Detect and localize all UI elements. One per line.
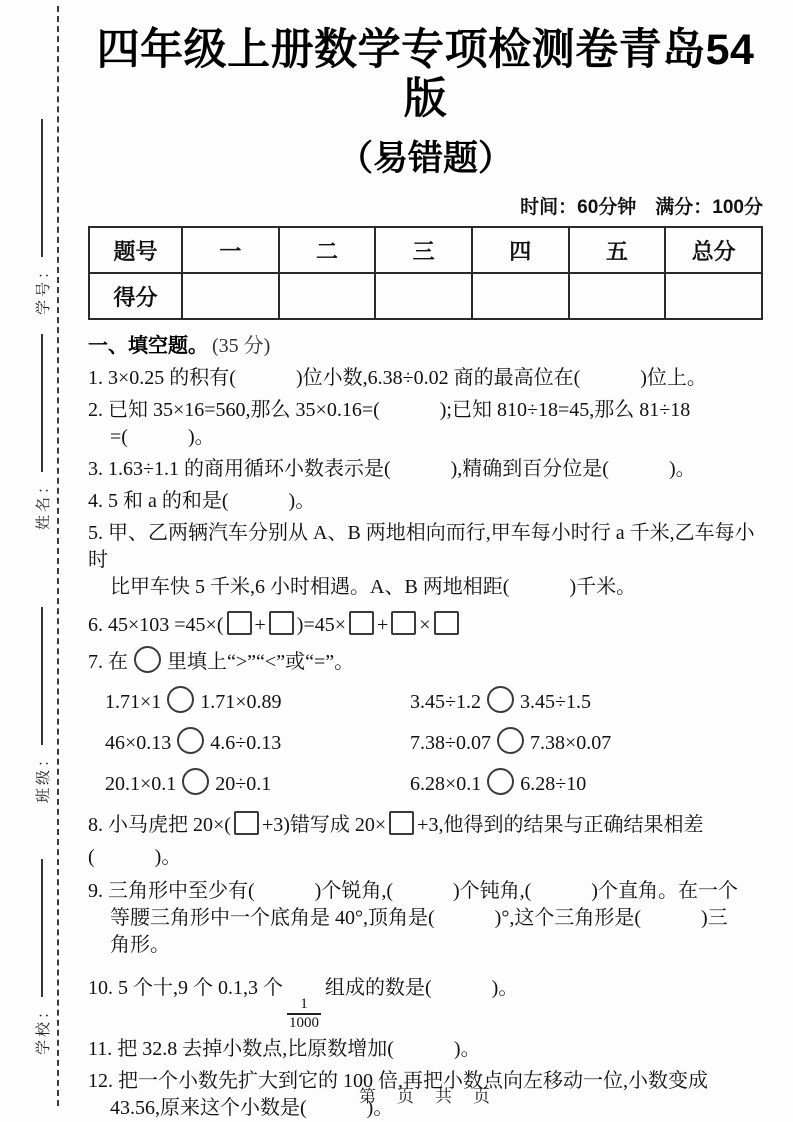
score-cell (472, 273, 569, 319)
question-line: 比甲车快 5 千米,6 小时相遇。A、B 两地相距( )千米。 (110, 576, 637, 599)
question-text: +3,他得到的结果与正确结果相差( )。 (88, 814, 704, 869)
comparison-right: 6.28÷10 (520, 773, 587, 796)
student-id-label: 学号： (34, 260, 52, 315)
comparison-item (105, 685, 410, 719)
answer-box (234, 811, 259, 835)
question-line: =( )。 (110, 426, 215, 449)
question-text: × (419, 614, 431, 637)
question-line: 12. 把一个小数先扩大到它的 100 倍,再把小数点向左移动一位,小数变成 (88, 1070, 708, 1093)
question-1 (88, 365, 763, 392)
page-subtitle: （易错题） (337, 138, 513, 178)
page-footer: 第 页 共 页 (359, 1087, 492, 1106)
comparison-item (410, 767, 763, 801)
comparison-left: 3.45÷1.2 (410, 691, 481, 714)
question-text: 组成的数是( )。 (325, 977, 519, 1000)
student-name-label: 姓名： (34, 475, 52, 530)
comparison-left: 6.28×0.1 (410, 773, 482, 796)
question-text: 8. 小马虎把 20×( (88, 814, 231, 837)
class-label: 班级： (34, 748, 52, 803)
school-label: 学校： (34, 1000, 52, 1055)
comparison-left: 7.38÷0.07 (410, 732, 491, 755)
comparison-grid (88, 685, 763, 801)
score-cell (665, 273, 762, 319)
score-table-col-1: 一 (182, 227, 279, 273)
section-1-points: (35 分) (212, 335, 271, 358)
class-field (27, 573, 57, 803)
comparison-right: 4.6÷0.13 (210, 732, 282, 755)
score-table-col-4: 四 (472, 227, 569, 273)
question-text: )=45× (296, 614, 346, 637)
question-line: 43.56,原来这个小数是( )。 (110, 1097, 394, 1120)
comparison-circle (167, 686, 194, 713)
question-7 (88, 646, 763, 676)
score-table-corner: 题号 (89, 227, 182, 273)
score-table-score-row (89, 273, 762, 319)
answer-box (349, 611, 374, 635)
question-9 (88, 878, 763, 959)
question-line: 4. 5 和 a 的和是( )。 (88, 490, 316, 513)
comparison-right: 7.38×0.07 (529, 732, 612, 755)
question-line: 9. 三角形中至少有( )个锐角,( )个钝角,( )个直角。在一个 (88, 880, 738, 903)
student-name-field (27, 300, 57, 530)
comparison-left: 46×0.13 (105, 732, 172, 755)
question-text: + (377, 614, 389, 637)
question-4 (88, 488, 763, 515)
exam-content (88, 26, 763, 1122)
comparison-item (410, 726, 763, 760)
score-cell (182, 273, 279, 319)
question-text: 7. 在 (88, 651, 128, 674)
score-table (88, 226, 763, 320)
comparison-right: 3.45÷1.5 (519, 691, 591, 714)
question-line: 2. 已知 35×16=560,那么 35×0.16=( );已知 810÷18=45,那么 81÷18 (88, 399, 691, 422)
question-3 (88, 456, 763, 483)
score-cell (279, 273, 376, 319)
class-blank-line (41, 607, 43, 745)
question-text: 10. 5 个十,9 个 0.1,3 个 (88, 977, 283, 1000)
score-table-header-row (89, 227, 762, 273)
score-table-col-5: 五 (569, 227, 666, 273)
comparison-item (105, 767, 410, 801)
student-name-blank-line (41, 334, 43, 472)
score-row-label: 得分 (89, 273, 182, 319)
question-text: + (254, 614, 266, 637)
question-line: 角形。 (110, 934, 170, 957)
comparison-circle (497, 727, 524, 754)
score-table-col-2: 二 (279, 227, 376, 273)
answer-box (434, 611, 459, 635)
comparison-left: 20.1×0.1 (105, 773, 177, 796)
comparison-left: 1.71×1 (105, 691, 162, 714)
score-cell (375, 273, 472, 319)
comparison-circle (487, 768, 514, 795)
fraction (287, 996, 321, 1031)
seal-dashed-line (57, 6, 59, 1106)
student-id-field (27, 85, 57, 315)
answer-box (391, 611, 416, 635)
comparison-circle (182, 768, 209, 795)
exam-time-score-meta: 时间：60分钟 满分：100分 (520, 197, 763, 219)
question-line: 3. 1.63÷1.1 的商用循环小数表示是( ),精确到百分位是( )。 (88, 458, 696, 481)
score-table-col-3: 三 (375, 227, 472, 273)
comparison-item (105, 726, 410, 760)
score-cell (569, 273, 666, 319)
question-line: 1. 3×0.25 的积有( )位小数,6.38÷0.02 商的最高位在( )位上。 (88, 367, 707, 390)
comparison-right: 1.71×0.89 (200, 691, 282, 714)
student-id-blank-line (41, 119, 43, 257)
question-8 (88, 809, 763, 873)
question-6 (88, 609, 763, 641)
school-blank-line (41, 859, 43, 997)
question-11 (88, 1036, 763, 1063)
fraction-numerator: 1 (300, 996, 308, 1013)
comparison-right: 20÷0.1 (215, 773, 272, 796)
question-5 (88, 520, 763, 601)
comparison-circle (177, 727, 204, 754)
question-line: 等腰三角形中一个底角是 40°,顶角是( )°,这个三角形是( )三 (110, 907, 728, 930)
question-2 (88, 397, 763, 451)
question-10 (88, 966, 763, 1031)
answer-box (227, 611, 252, 635)
question-text: 6. 45×103 =45×( (88, 614, 224, 637)
question-line: 5. 甲、乙两辆汽车分别从 A、B 两地相向而行,甲车每小时行 a 千米,乙车每小时 (88, 522, 755, 572)
school-field (27, 825, 57, 1055)
question-text: 里填上“>”“<”或“=”。 (167, 651, 355, 674)
score-table-col-total: 总分 (665, 227, 762, 273)
comparison-circle (487, 686, 514, 713)
page-title: 四年级上册数学专项检测卷青岛54版 (96, 26, 755, 124)
question-text: +3)错写成 20× (261, 814, 387, 837)
comparison-item (410, 685, 763, 719)
question-line: 11. 把 32.8 去掉小数点,比原数增加( )。 (88, 1038, 481, 1061)
answer-box (269, 611, 294, 635)
section-1-heading (88, 333, 763, 360)
fraction-denominator: 1000 (289, 1014, 319, 1031)
comparison-circle (134, 646, 161, 673)
section-1-title: 一、填空题。 (88, 335, 208, 358)
answer-box (389, 811, 414, 835)
